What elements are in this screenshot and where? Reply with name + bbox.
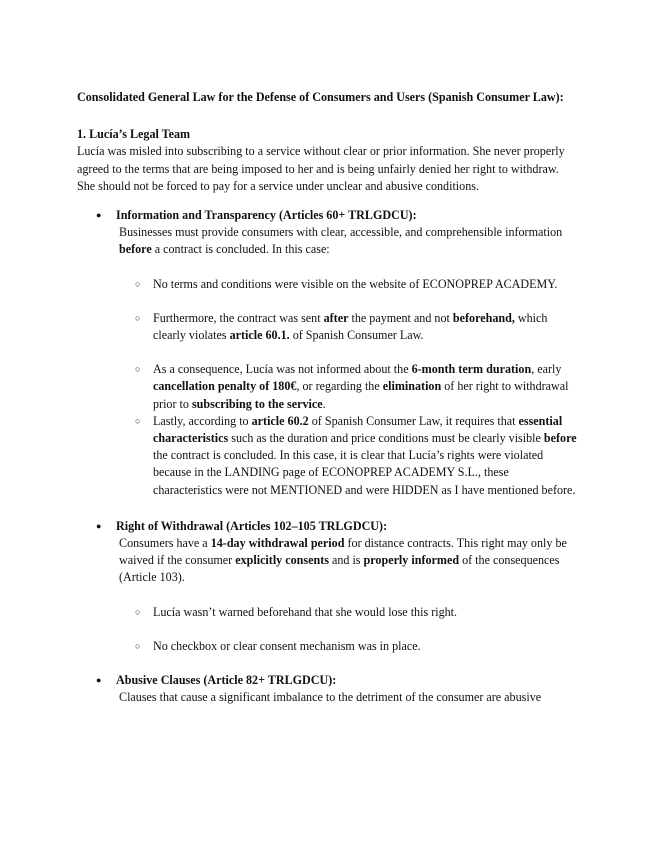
hollow-bullet-icon: ○	[135, 640, 141, 651]
sub-item: ○ Furthermore, the contract was sent after the payment and not beforehand, which clearly violates article 60.1. of Spanish Consumer Law.	[135, 310, 548, 343]
bullet-body: Businesses must provide consumers with clear, accessible, and comprehensible information before a contract is concluded. In this case:	[119, 225, 563, 257]
bullet-body: Clauses that cause a significant imbalance to the detriment of the consumer are abusive	[119, 690, 542, 705]
sub-item: ○ Lastly, according to article 60.2 of Spanish Consumer Law, it requires that essential characteristics such as the duration and price conditions must be clearly visible before the contract is concluded. In this case, it is clear that Lucía’s rights were violated because in the LANDING page of ECONOPREP ACADEMY S.L., these characteristics were not MENTIONED and were HIDDEN as I have mentioned before.	[135, 413, 577, 497]
bullet-dot-icon: ●	[96, 210, 102, 221]
bullet-dot-icon: ●	[96, 675, 102, 686]
section-intro: Lucía was misled into subscribing to a service without clear or prior information. She never properly agreed to the terms that are being imposed to her and is being unfairly denied her right to withdraw. She should not be forced to pay for a service under unclear and abusive conditions.	[77, 144, 565, 193]
hollow-bullet-icon: ○	[135, 364, 141, 375]
bullet-abusive-clauses	[77, 672, 577, 706]
sub-item: ○ Lucía wasn’t warned beforehand that she would lose this right.	[77, 604, 577, 621]
hollow-bullet-icon: ○	[135, 312, 141, 323]
bullet-body: Consumers have a 14-day withdrawal period for distance contracts. This right may only be waived if the consumer explicitly consents and is properly informed of the consequences (Article 103).	[119, 536, 567, 585]
bullet-right-of-withdrawal	[77, 518, 577, 587]
sub-item: ○ No checkbox or clear consent mechanism was in place.	[77, 638, 577, 655]
bullet-title: Abusive Clauses (Article 82+ TRLGDCU):	[116, 673, 337, 688]
bullet-information-transparency	[77, 207, 577, 259]
bullet-title: Information and Transparency (Articles 60+ TRLGDCU):	[116, 208, 417, 223]
hollow-bullet-icon: ○	[135, 415, 141, 426]
bullet-dot-icon: ●	[96, 520, 102, 531]
sub-item: ○ As a consequence, Lucía was not informed about the 6-month term duration, early cancellation penalty of 180€, or regarding the elimination of her right to withdrawal prior to subscribing to the service.	[135, 362, 569, 411]
section-heading: 1. Lucía’s Legal Team	[77, 127, 191, 142]
bullet-title: Right of Withdrawal (Articles 102–105 TRLGDCU):	[116, 518, 388, 533]
document-title: Consolidated General Law for the Defense of Consumers and Users (Spanish Consumer Law):	[77, 90, 564, 104]
sub-item: ○ No terms and conditions were visible on the website of ECONOPREP ACADEMY.	[77, 276, 577, 293]
hollow-bullet-icon: ○	[135, 278, 141, 289]
hollow-bullet-icon: ○	[135, 606, 141, 617]
document-body	[77, 89, 577, 706]
